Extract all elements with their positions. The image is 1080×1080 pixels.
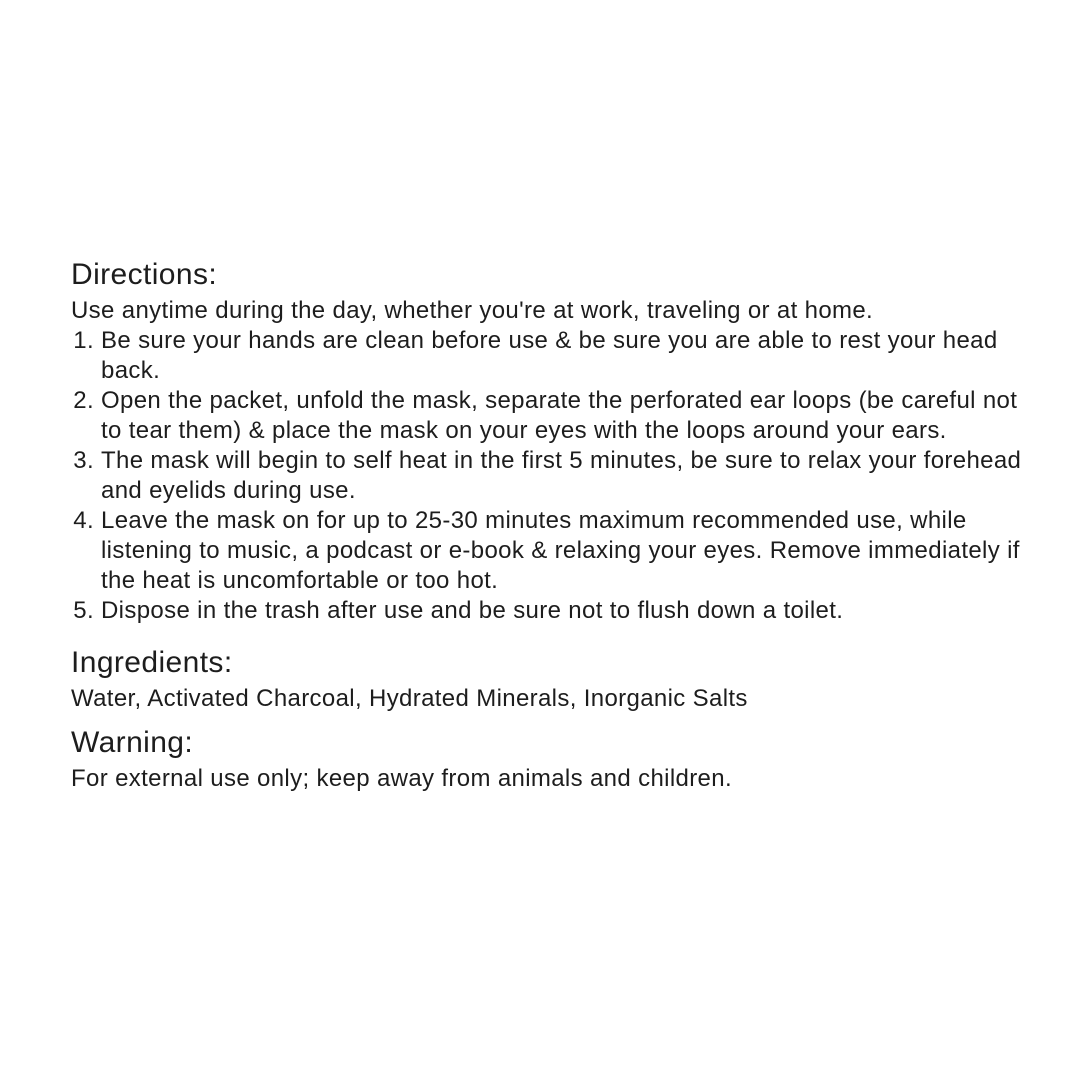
directions-steps-list xyxy=(71,326,1023,626)
ingredients-text: Water, Activated Charcoal, Hydrated Minerals, Inorganic Salts xyxy=(71,685,748,712)
ingredients-section xyxy=(71,646,1023,714)
direction-step: 1. Be sure your hands are clean before use & be sure you are able to rest your head back. xyxy=(101,326,1023,386)
direction-step: 5. Dispose in the trash after use and be sure not to flush down a toilet. xyxy=(101,596,1023,626)
direction-step: 2. Open the packet, unfold the mask, separate the perforated ear loops (be careful not to tear them) & place the mask on your eyes with the loops around your ears. xyxy=(101,386,1023,446)
ingredients-heading: Ingredients: xyxy=(71,646,233,679)
warning-heading: Warning: xyxy=(71,726,194,759)
directions-intro: Use anytime during the day, whether you're at work, traveling or at home. xyxy=(71,297,874,324)
warning-section xyxy=(71,726,1023,794)
directions-section xyxy=(71,258,1023,626)
warning-text: For external use only; keep away from animals and children. xyxy=(71,765,732,792)
direction-step: 3. The mask will begin to self heat in the first 5 minutes, be sure to relax your forehead and eyelids during use. xyxy=(101,446,1023,506)
direction-step: 4. Leave the mask on for up to 25-30 minutes maximum recommended use, while listening to music, a podcast or e-book & relaxing your eyes. Remove immediately if the heat is uncomfortable or too hot. xyxy=(101,506,1023,596)
directions-heading: Directions: xyxy=(71,258,218,291)
